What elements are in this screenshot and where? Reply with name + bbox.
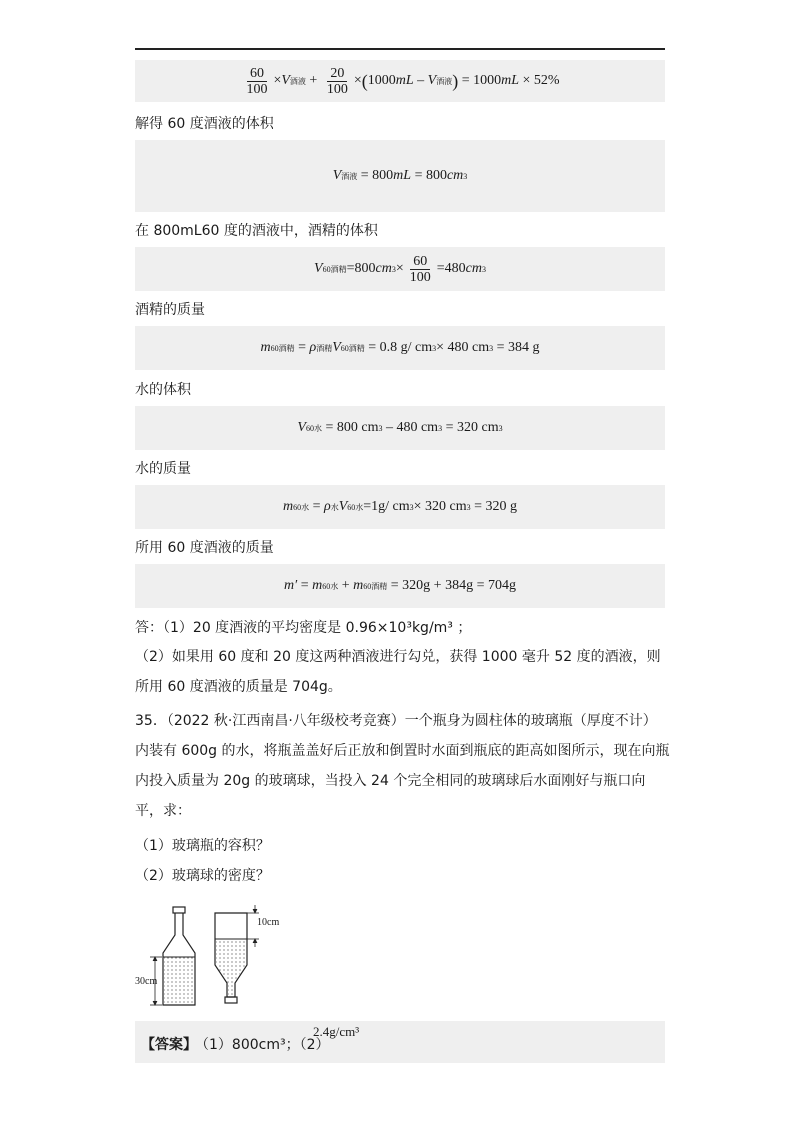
solve-60-volume-text: 解得 60 度酒液的体积	[135, 116, 274, 132]
question-35-part2: （2）玻璃球的密度？	[135, 868, 270, 884]
water-mass-text: 水的质量	[135, 461, 191, 477]
label-30cm: 30cm	[135, 976, 158, 987]
header-rule	[135, 48, 665, 50]
question-35-part1: （1）玻璃瓶的容积？	[135, 838, 270, 854]
answer-part1: 答：（1）20 度酒液的平均密度是 0.96×10³kg/m³ ；	[135, 620, 472, 636]
answer-part1-value: （1）800cm³；（2）	[195, 1037, 330, 1053]
equation-water-volume: V 60水 = 800 cm 3 – 480 cm 3 = 320 cm 3	[135, 406, 665, 450]
bottle-figure	[135, 905, 285, 1015]
answer-tag: 【答案】	[141, 1037, 197, 1053]
equation-mix-volume: $\frac{60}{100}$ × V 酒液 + $\frac{20}{100}$ × ( 1000 mL – V 酒液 ) = 1000 mL × 52%	[135, 60, 665, 102]
equation-water-mass: m 60水 = ρ 水 V 60水 =1g/ cm 3 × 320 cm 3 = 320 g	[135, 485, 665, 529]
alcohol-mass-text: 酒精的质量	[135, 302, 205, 318]
equation-60-volume: V 酒液 = 800 mL = 800 cm 3	[135, 140, 665, 212]
equation-alcohol-volume: V 60酒精 =800 cm 3 × $\frac{60}{100}$ =480 cm 3	[135, 247, 665, 291]
equation-total-mass: m′ = m 60水 + m 60酒精 = 320g + 384g = 704g	[135, 564, 665, 608]
alcohol-volume-text: 在 800mL60 度的酒液中，酒精的体积	[135, 223, 378, 239]
inverted-water	[216, 939, 246, 996]
equation-alcohol-mass: m 60酒精 = ρ 酒精 V 60酒精 = 0.8 g/ cm 3 × 480 cm 3 = 384 g	[135, 326, 665, 370]
water-volume-text: 水的体积	[135, 382, 191, 398]
answer-part2: （2）如果用 60 度和 20 度这两种酒液进行勾兑，获得 1000 毫升 52 度的酒液，则所用 60 度酒液的质量是 704g。	[135, 649, 661, 695]
label-10cm: 10cm	[257, 917, 280, 928]
answer-box	[135, 1021, 665, 1063]
question-35: 35．（2022 秋·江西南昌·八年级校考竞赛）一个瓶身为圆柱体的玻璃瓶（厚度不计）内装有 600g 的水，将瓶盖盖好后正放和倒置时水面到瓶底的距高如图所示，现在向瓶内投入质量为 20g 的玻璃球，当投入 24 个完全相同的玻璃球后水面刚好与瓶口向平，求：	[135, 713, 670, 819]
total-mass-text: 所用 60 度酒液的质量	[135, 540, 274, 556]
upright-water	[164, 957, 194, 1004]
answer-part2-value: 2.4g/cm³	[313, 1024, 360, 1039]
